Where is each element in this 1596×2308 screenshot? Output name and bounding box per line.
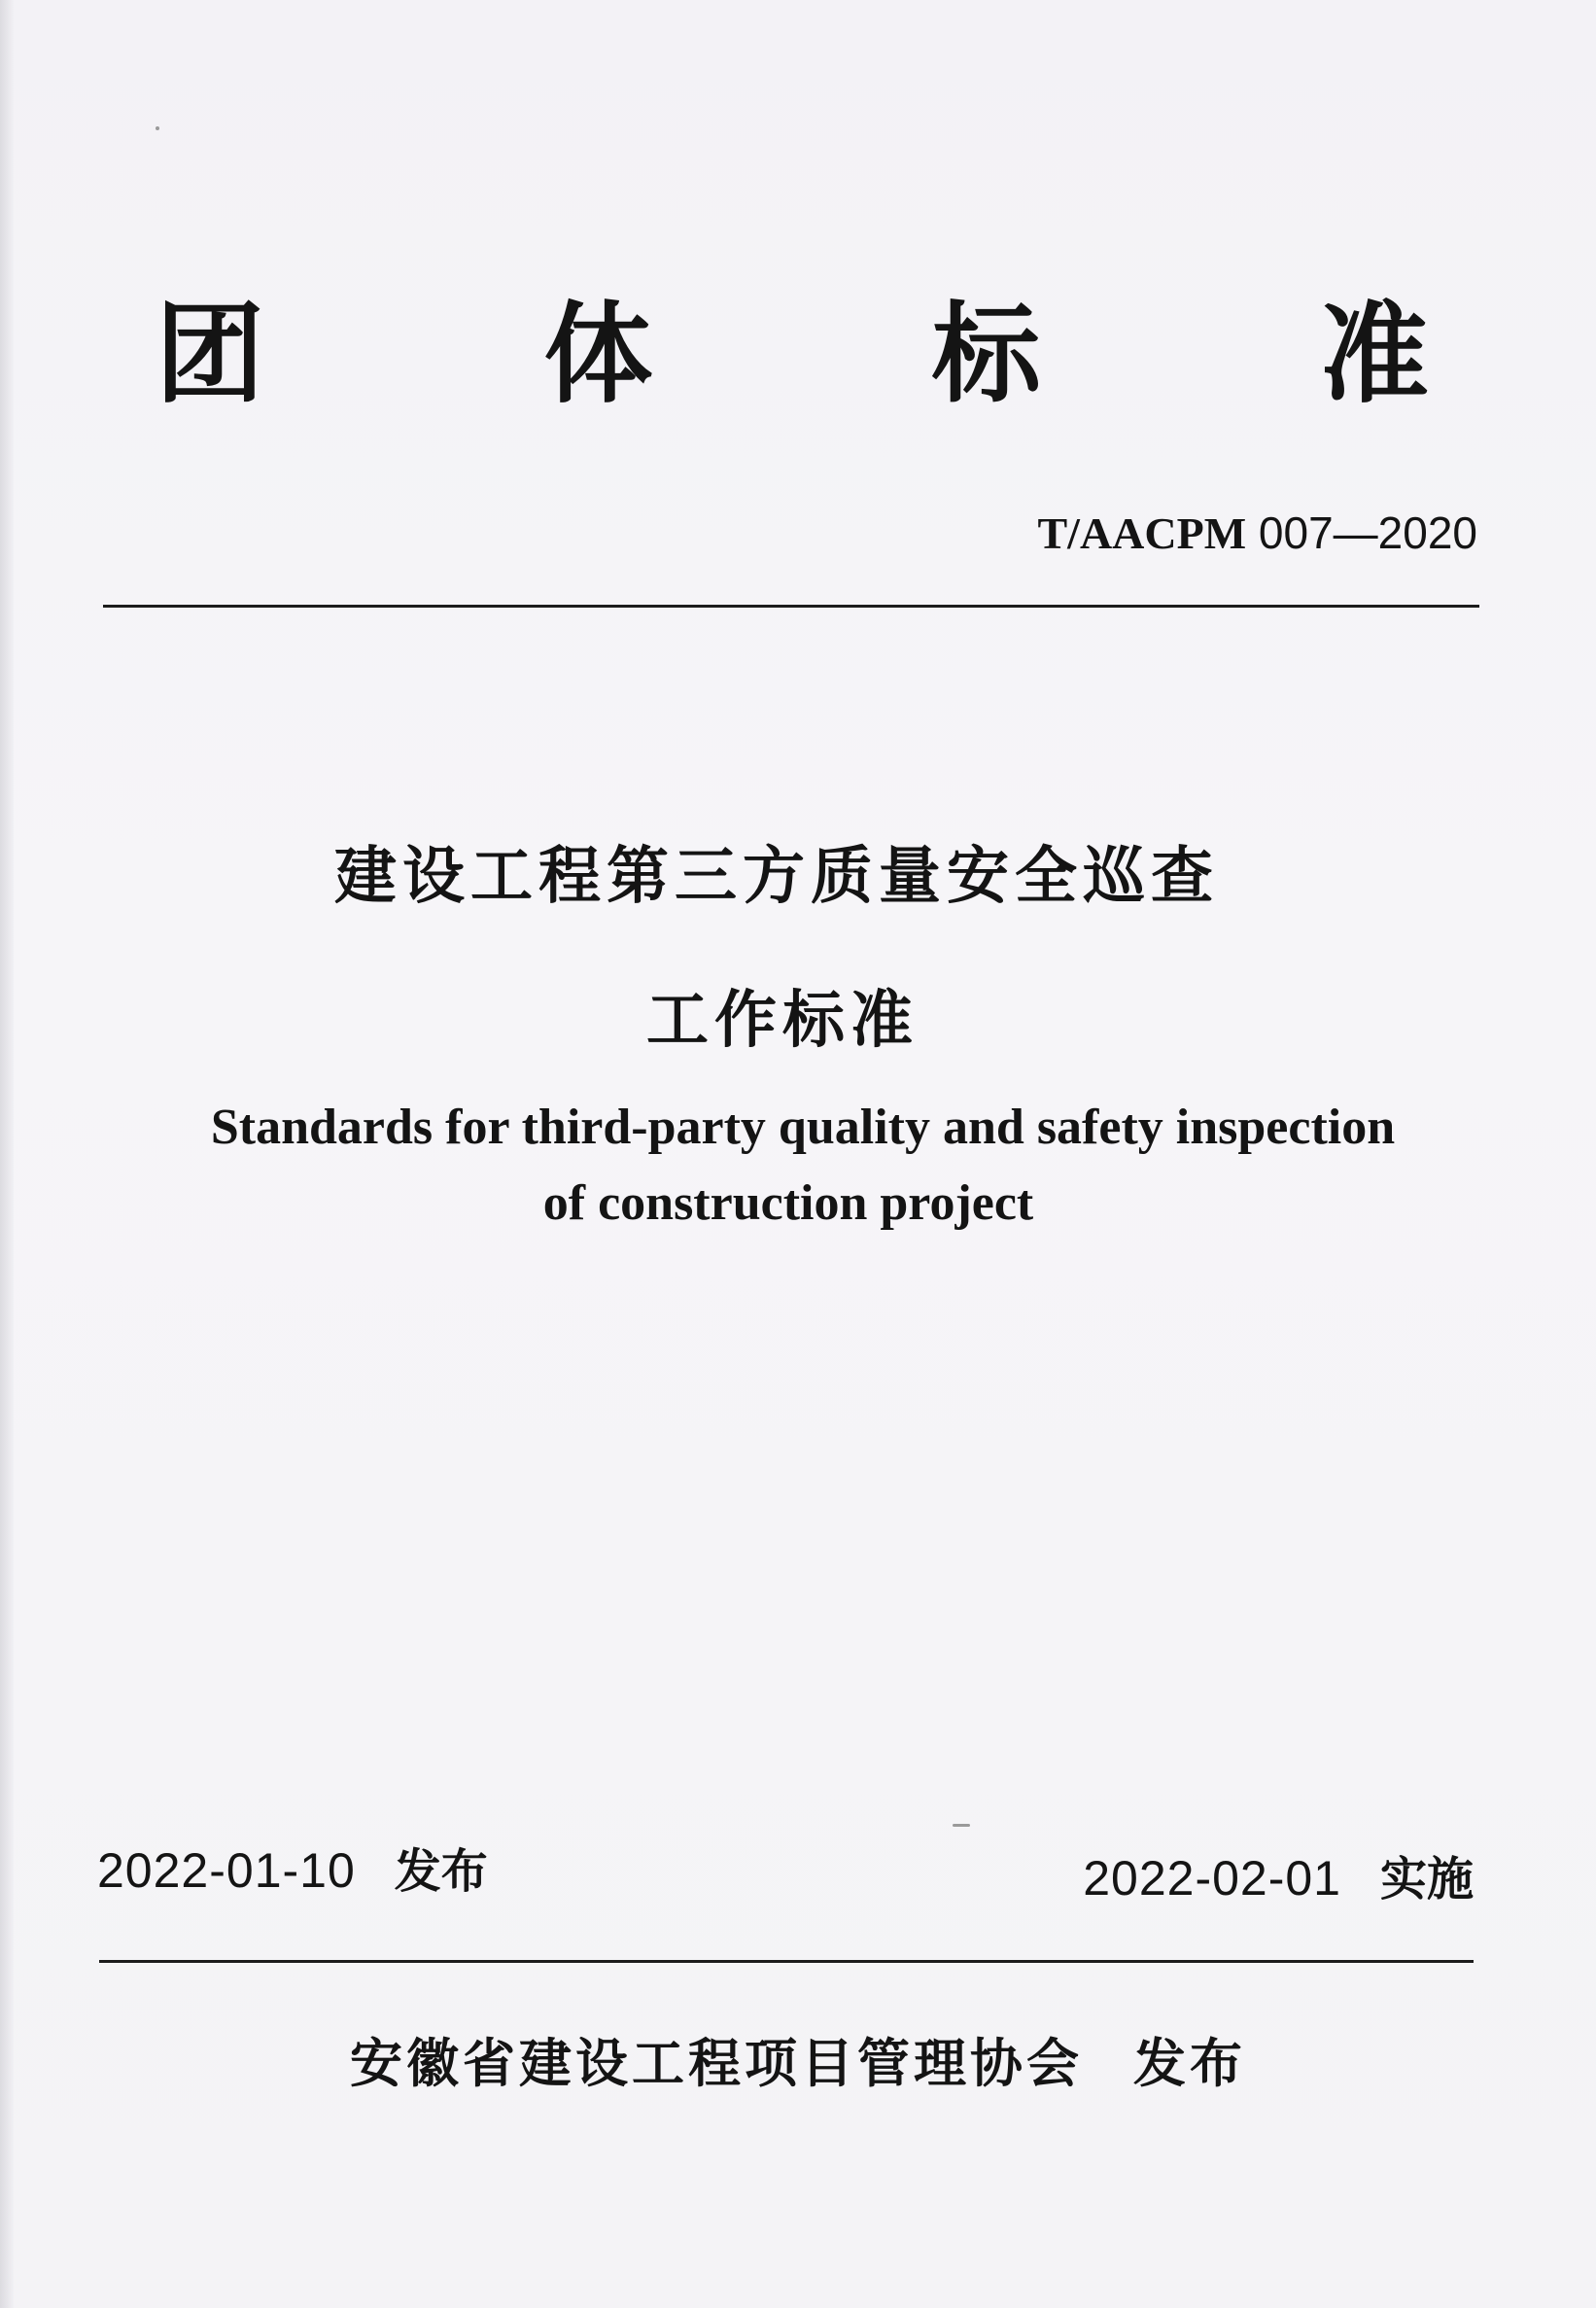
heading-char-4: 准	[1319, 292, 1429, 418]
scan-speck	[953, 1824, 970, 1827]
heading-char-3: 标	[931, 292, 1041, 418]
publish-date: 2022-01-10	[97, 1843, 356, 1898]
title-english-line-1: Standards for third-party quality and safety inspection	[210, 1100, 1396, 1155]
title-chinese-line-1: 建设工程第三方质量安全巡查	[334, 841, 1219, 913]
effective-date-label: 实施	[1379, 1852, 1474, 1906]
document-category-heading	[156, 292, 1429, 418]
publish-date-block	[97, 1839, 488, 1903]
effective-date-block	[1083, 1847, 1474, 1910]
scan-speck	[156, 126, 159, 130]
title-english-line-2: of construction project	[542, 1175, 1034, 1231]
publisher-name: 安徽省建设工程项目管理协会	[350, 2033, 1083, 2094]
publisher-label: 发布	[1133, 2033, 1246, 2094]
top-divider	[103, 605, 1479, 608]
publish-date-label: 发布	[394, 1844, 488, 1899]
standard-code-number: 007—2020	[1246, 507, 1477, 558]
heading-char-1: 团	[156, 292, 264, 418]
heading-char-2: 体	[543, 292, 653, 418]
publisher-line	[0, 2030, 1596, 2098]
bottom-divider	[99, 1960, 1474, 1963]
standard-code-prefix: T/AACPM	[1037, 508, 1247, 558]
title-chinese-line-2: 工作标准	[646, 985, 919, 1057]
standard-code	[1037, 506, 1477, 561]
effective-date: 2022-02-01	[1083, 1851, 1341, 1906]
